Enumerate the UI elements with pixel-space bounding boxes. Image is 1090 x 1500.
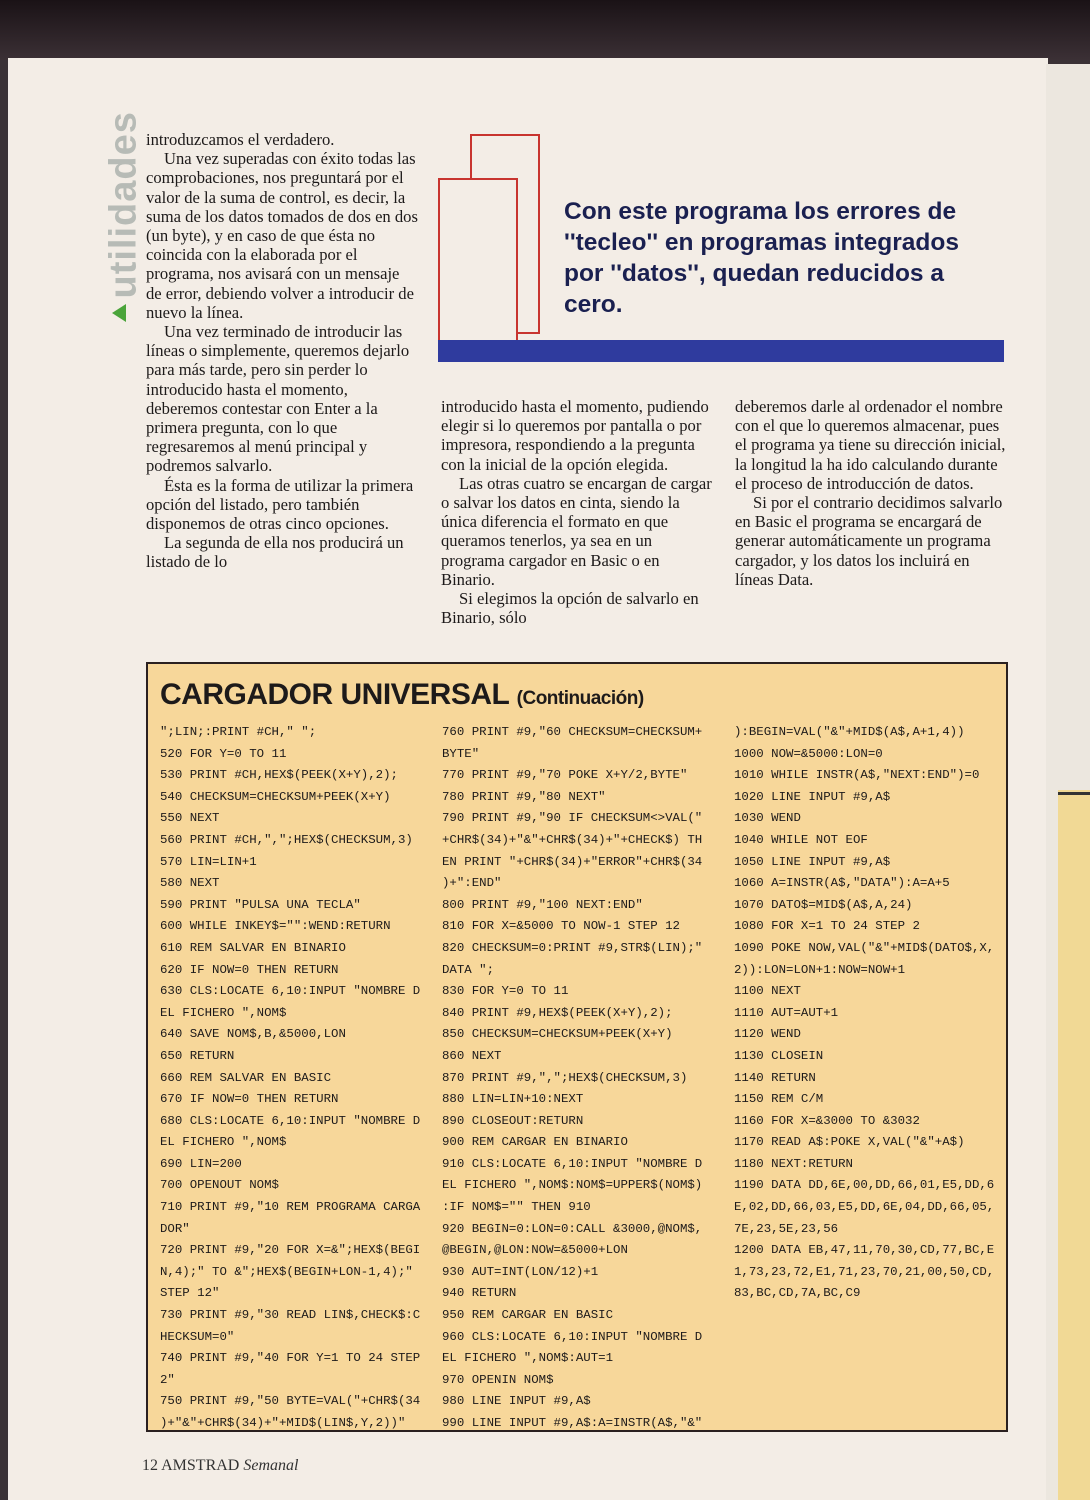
code-column-3: ):BEGIN=VAL("&"+MID$(A$,A+1,4)) 1000 NOW=&5000:LON=0 1010 WHILE INSTR(A$,"NEXT:END")=0 1020 LINE INPUT #9,A$ 1030 WEND 1040 WHILE NOT EOF 1050 LINE INPUT #9,A$ 1060 A=INSTR(A$,"DATA"):A=A+5 1070 DATO$=MID$(A$,A,24) 1080 FOR X=1 TO 24 STEP 2 1090 POKE NOW,VAL("&"+MID$(DATO$,X, 2)):LON=LON+1:NOW=NOW+1 1100 NEXT 1110 AUT=AUT+1 1120 WEND 1130 CLOSEIN 1140 RETURN 1150 REM C/M 1160 FOR X=&3000 TO &3032 1170 READ A$:POKE X,VAL("&"+A$) 1180 NEXT:RETURN 1190 DATA DD,6E,00,DD,66,01,E5,DD,6 E,02,DD,66,03,E5,DD,6E,04,DD,66,05, 7E,23,5E,23,56 1200 DATA EB,47,11,70,30,CD,77,BC,E 1,73,23,72,E1,71,23,70,21,00,50,CD, 83,BC,CD,7A,BC,C9: [734, 725, 995, 1301]
section-tab: [102, 111, 145, 320]
facing-page-rule: [1058, 792, 1090, 795]
triangle-arrow-icon: [112, 304, 126, 322]
scan-top-band: [0, 0, 1090, 60]
paragraph: Si por el contrario decidimos salvarlo en Basic el programa se encargará de generar automáticamente un programa cargador, y los datos los incluirá en líneas Data.: [735, 493, 1003, 589]
pull-quote: [438, 134, 1008, 364]
decorative-frame-front: [438, 178, 518, 346]
paragraph: La segunda de ella nos producirá un listado de lo: [146, 533, 404, 572]
code-column-1: ";LIN;:PRINT #CH," "; 520 FOR Y=0 TO 11 530 PRINT #CH,HEX$(PEEK(X+Y),2); 540 CHECKSUM=CHECKSUM+PEEK(X+Y) 550 NEXT 560 PRINT #CH,",";HEX$(CHECKSUM,3) 570 LIN=LIN+1 580 NEXT 590 PRINT "PULSA UNA TECLA" 600 WHILE INKEY$="":WEND:RETURN 610 REM SALVAR EN BINARIO 620 IF NOW=0 THEN RETURN 630 CLS:LOCATE 6,10:INPUT "NOMBRE D EL FICHERO ",NOM$ 640 SAVE NOM$,B,&5000,LON 650 RETURN 660 REM SALVAR EN BASIC 670 IF NOW=0 THEN RETURN 680 CLS:LOCATE 6,10:INPUT "NOMBRE D EL FICHERO ",NOM$ 690 LIN=200 700 OPENOUT NOM$ 710 PRINT #9,"10 REM PROGRAMA CARGA DOR" 720 PRINT #9,"20 FOR X=&";HEX$(BEGI N,4);" TO &";HEX$(BEGIN+LON-1,4);" STEP 12" 730 PRINT #9,"30 READ LIN$,CHECK$:C HECKSUM=0" 740 PRINT #9,"40 FOR Y=1 TO 24 STEP 2" 750 PRINT #9,"50 BYTE=VAL("+CHR$(34 )+"&"+CHR$(34)+"+MID$(LIN$,Y,2))": [160, 725, 421, 1430]
magazine-name: AMSTRAD: [161, 1457, 240, 1474]
article-column-3: [735, 397, 1007, 589]
facing-page-strip: [1058, 790, 1090, 1500]
listing-title: [160, 678, 644, 712]
section-tab-label: utilidades: [102, 111, 145, 299]
paragraph: Ésta es la forma de utilizar la primera opción del listado, pero también disponemos de otras cinco opciones.: [146, 475, 414, 534]
page-footer: [142, 1457, 298, 1475]
paragraph: introducido hasta el momento, pudiendo elegir si lo queremos por pantalla o por impresora, respondiendo a la pregunta con la inicial de la opción elegida.: [441, 397, 709, 474]
code-column-2: 760 PRINT #9,"60 CHECKSUM=CHECKSUM+ BYTE" 770 PRINT #9,"70 POKE X+Y/2,BYTE" 780 PRINT #9,"80 NEXT" 790 PRINT #9,"90 IF CHECKSUM<>VAL(" +CHR$(34)+"&"+CHR$(34)+"+CHECK$) TH EN PRINT "+CHR$(34)+"ERROR"+CHR$(34 )+":END" 800 PRINT #9,"100 NEXT:END" 810 FOR X=&5000 TO NOW-1 STEP 12 820 CHECKSUM=0:PRINT #9,STR$(LIN);" DATA "; 830 FOR Y=0 TO 11 840 PRINT #9,HEX$(PEEK(X+Y),2); 850 CHECKSUM=CHECKSUM+PEEK(X+Y) 860 NEXT 870 PRINT #9,",";HEX$(CHECKSUM,3) 880 LIN=LIN+10:NEXT 890 CLOSEOUT:RETURN 900 REM CARGAR EN BINARIO 910 CLS:LOCATE 6,10:INPUT "NOMBRE D EL FICHERO ",NOM$:NOM$=UPPER$(NOM$) :IF NOM$="" THEN 910 920 BEGIN=0:LON=0:CALL &3000,@NOM$, @BEGIN,@LON:NOW=&5000+LON 930 AUT=INT(LON/12)+1 940 RETURN 950 REM CARGAR EN BASIC 960 CLS:LOCATE 6,10:INPUT "NOMBRE D EL FICHERO ",NOM$:AUT=1 970 OPENIN NOM$ 980 LINE INPUT #9,A$ 990 LINE INPUT #9,A$:A=INSTR(A$,"&": [442, 725, 703, 1430]
paragraph: Las otras cuatro se encargan de cargar o salvar los datos en cinta, siendo la única diferencia el formato en que queramos tenerlos, ya sea en un programa cargador en Basic o en Binario.: [441, 473, 712, 589]
pull-quote-bar: [438, 340, 1004, 362]
article-column-2: [441, 397, 713, 627]
paragraph: Una vez terminado de introducir las líneas o simplemente, queremos dejarlo para más tarde, pero sin perder lo introducido hasta el momento, deberemos contestar con Enter a la primera pregunta, con lo que regresaremos al menú principal y podremos salvarlo.: [146, 322, 410, 476]
magazine-subname: Semanal: [243, 1457, 299, 1474]
page-number: 12: [142, 1457, 158, 1474]
program-listing-box: [146, 662, 1008, 1432]
listing-title-main: CARGADOR UNIVERSAL: [160, 678, 509, 711]
article-column-1: [146, 130, 418, 572]
paragraph: deberemos darle al ordenador el nombre con el que lo queremos almacenar, pues el programa ya tiene su dirección inicial, la longitud la ha ido calculando durante el proceso de introducción de datos.: [735, 397, 1006, 493]
paragraph: Una vez superadas con éxito todas las comprobaciones, nos preguntará por el valor de la suma de control, es decir, la suma de los datos tomados de dos en dos (un byte), y en caso de que ésta no coincida con la elaborada por el programa, nos avisará con un mensaje de error, debiendo volver a introducir de nuevo la línea.: [146, 149, 418, 322]
pull-quote-text: Con este programa los errores de ''tecleo'' en programas integrados por ''datos'', quedan reducidos a cero.: [564, 198, 959, 318]
paragraph: Si elegimos la opción de salvarlo en Binario, sólo: [441, 589, 699, 628]
listing-title-sub: (Continuación): [516, 688, 644, 709]
paragraph: introduzcamos el verdadero.: [146, 130, 335, 149]
